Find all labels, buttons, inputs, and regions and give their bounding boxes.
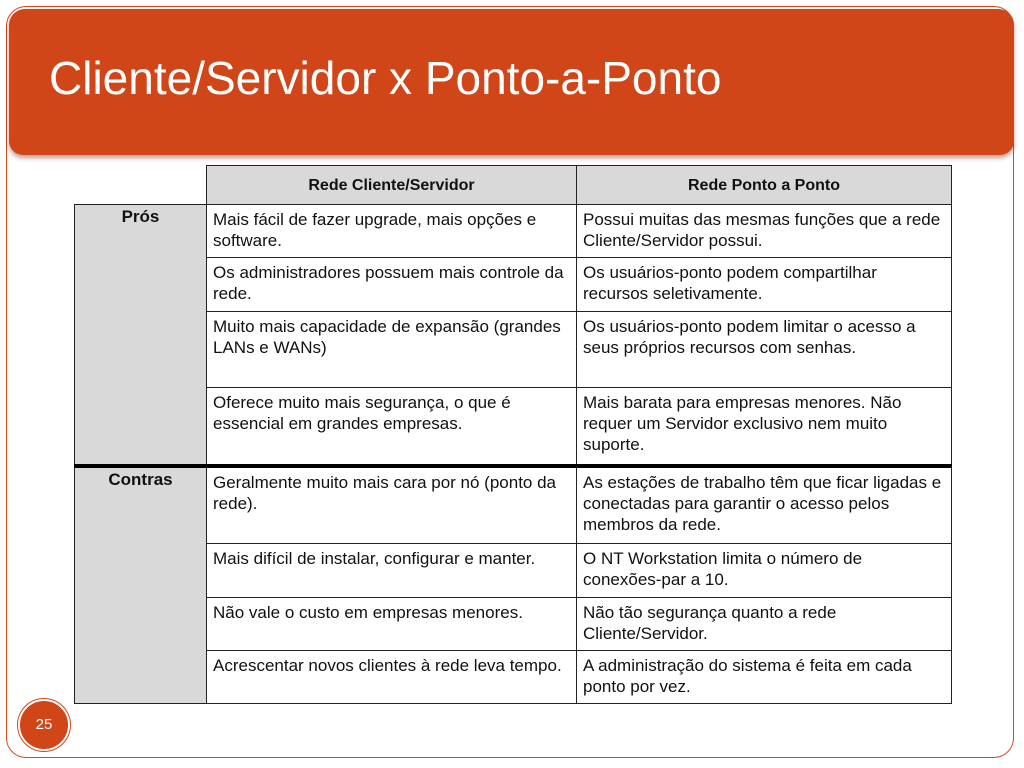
- comparison-table-container: [74, 165, 951, 704]
- cell-client-server: Geralmente muito mais cara por nó (ponto da rede).: [207, 466, 577, 544]
- cell-client-server: Mais difícil de instalar, configurar e manter.: [207, 544, 577, 598]
- table-row: [75, 651, 952, 704]
- cell-client-server: Muito mais capacidade de expansão (grandes LANs e WANs): [207, 312, 577, 388]
- cell-peer-to-peer: As estações de trabalho têm que ficar ligadas e conectadas para garantir o acesso pelos membros da rede.: [577, 466, 952, 544]
- cell-peer-to-peer: Não tão segurança quanto a rede Cliente/Servidor.: [577, 598, 952, 651]
- comparison-table: [74, 165, 952, 704]
- cell-peer-to-peer: Os usuários-ponto podem compartilhar recursos seletivamente.: [577, 258, 952, 312]
- cell-client-server: Não vale o custo em empresas menores.: [207, 598, 577, 651]
- table-header-row: [75, 166, 952, 205]
- group-label-pros: Prós: [75, 205, 207, 467]
- cell-client-server: Mais fácil de fazer upgrade, mais opções e software.: [207, 205, 577, 258]
- slide-title: Cliente/Servidor x Ponto-a-Ponto: [49, 52, 722, 104]
- table-row: [75, 388, 952, 467]
- title-bar: [9, 9, 1014, 155]
- cell-client-server: Oferece muito mais segurança, o que é essencial em grandes empresas.: [207, 388, 577, 467]
- cell-client-server: Acrescentar novos clientes à rede leva tempo.: [207, 651, 577, 704]
- table-row: [75, 466, 952, 544]
- group-label-cons: Contras: [75, 466, 207, 704]
- header-client-server: Rede Cliente/Servidor: [207, 166, 577, 205]
- header-blank-cell: [75, 166, 207, 205]
- header-peer-to-peer: Rede Ponto a Ponto: [577, 166, 952, 205]
- page-number-badge: 25: [18, 699, 70, 751]
- table-row: [75, 598, 952, 651]
- cell-peer-to-peer: Possui muitas das mesmas funções que a rede Cliente/Servidor possui.: [577, 205, 952, 258]
- table-row: [75, 258, 952, 312]
- cell-peer-to-peer: Mais barata para empresas menores. Não requer um Servidor exclusivo nem muito suporte.: [577, 388, 952, 467]
- cell-client-server: Os administradores possuem mais controle da rede.: [207, 258, 577, 312]
- cell-peer-to-peer: O NT Workstation limita o número de conexões-par a 10.: [577, 544, 952, 598]
- cell-peer-to-peer: Os usuários-ponto podem limitar o acesso a seus próprios recursos com senhas.: [577, 312, 952, 388]
- table-row: [75, 544, 952, 598]
- table-row: [75, 312, 952, 388]
- table-row: [75, 205, 952, 258]
- cell-peer-to-peer: A administração do sistema é feita em cada ponto por vez.: [577, 651, 952, 704]
